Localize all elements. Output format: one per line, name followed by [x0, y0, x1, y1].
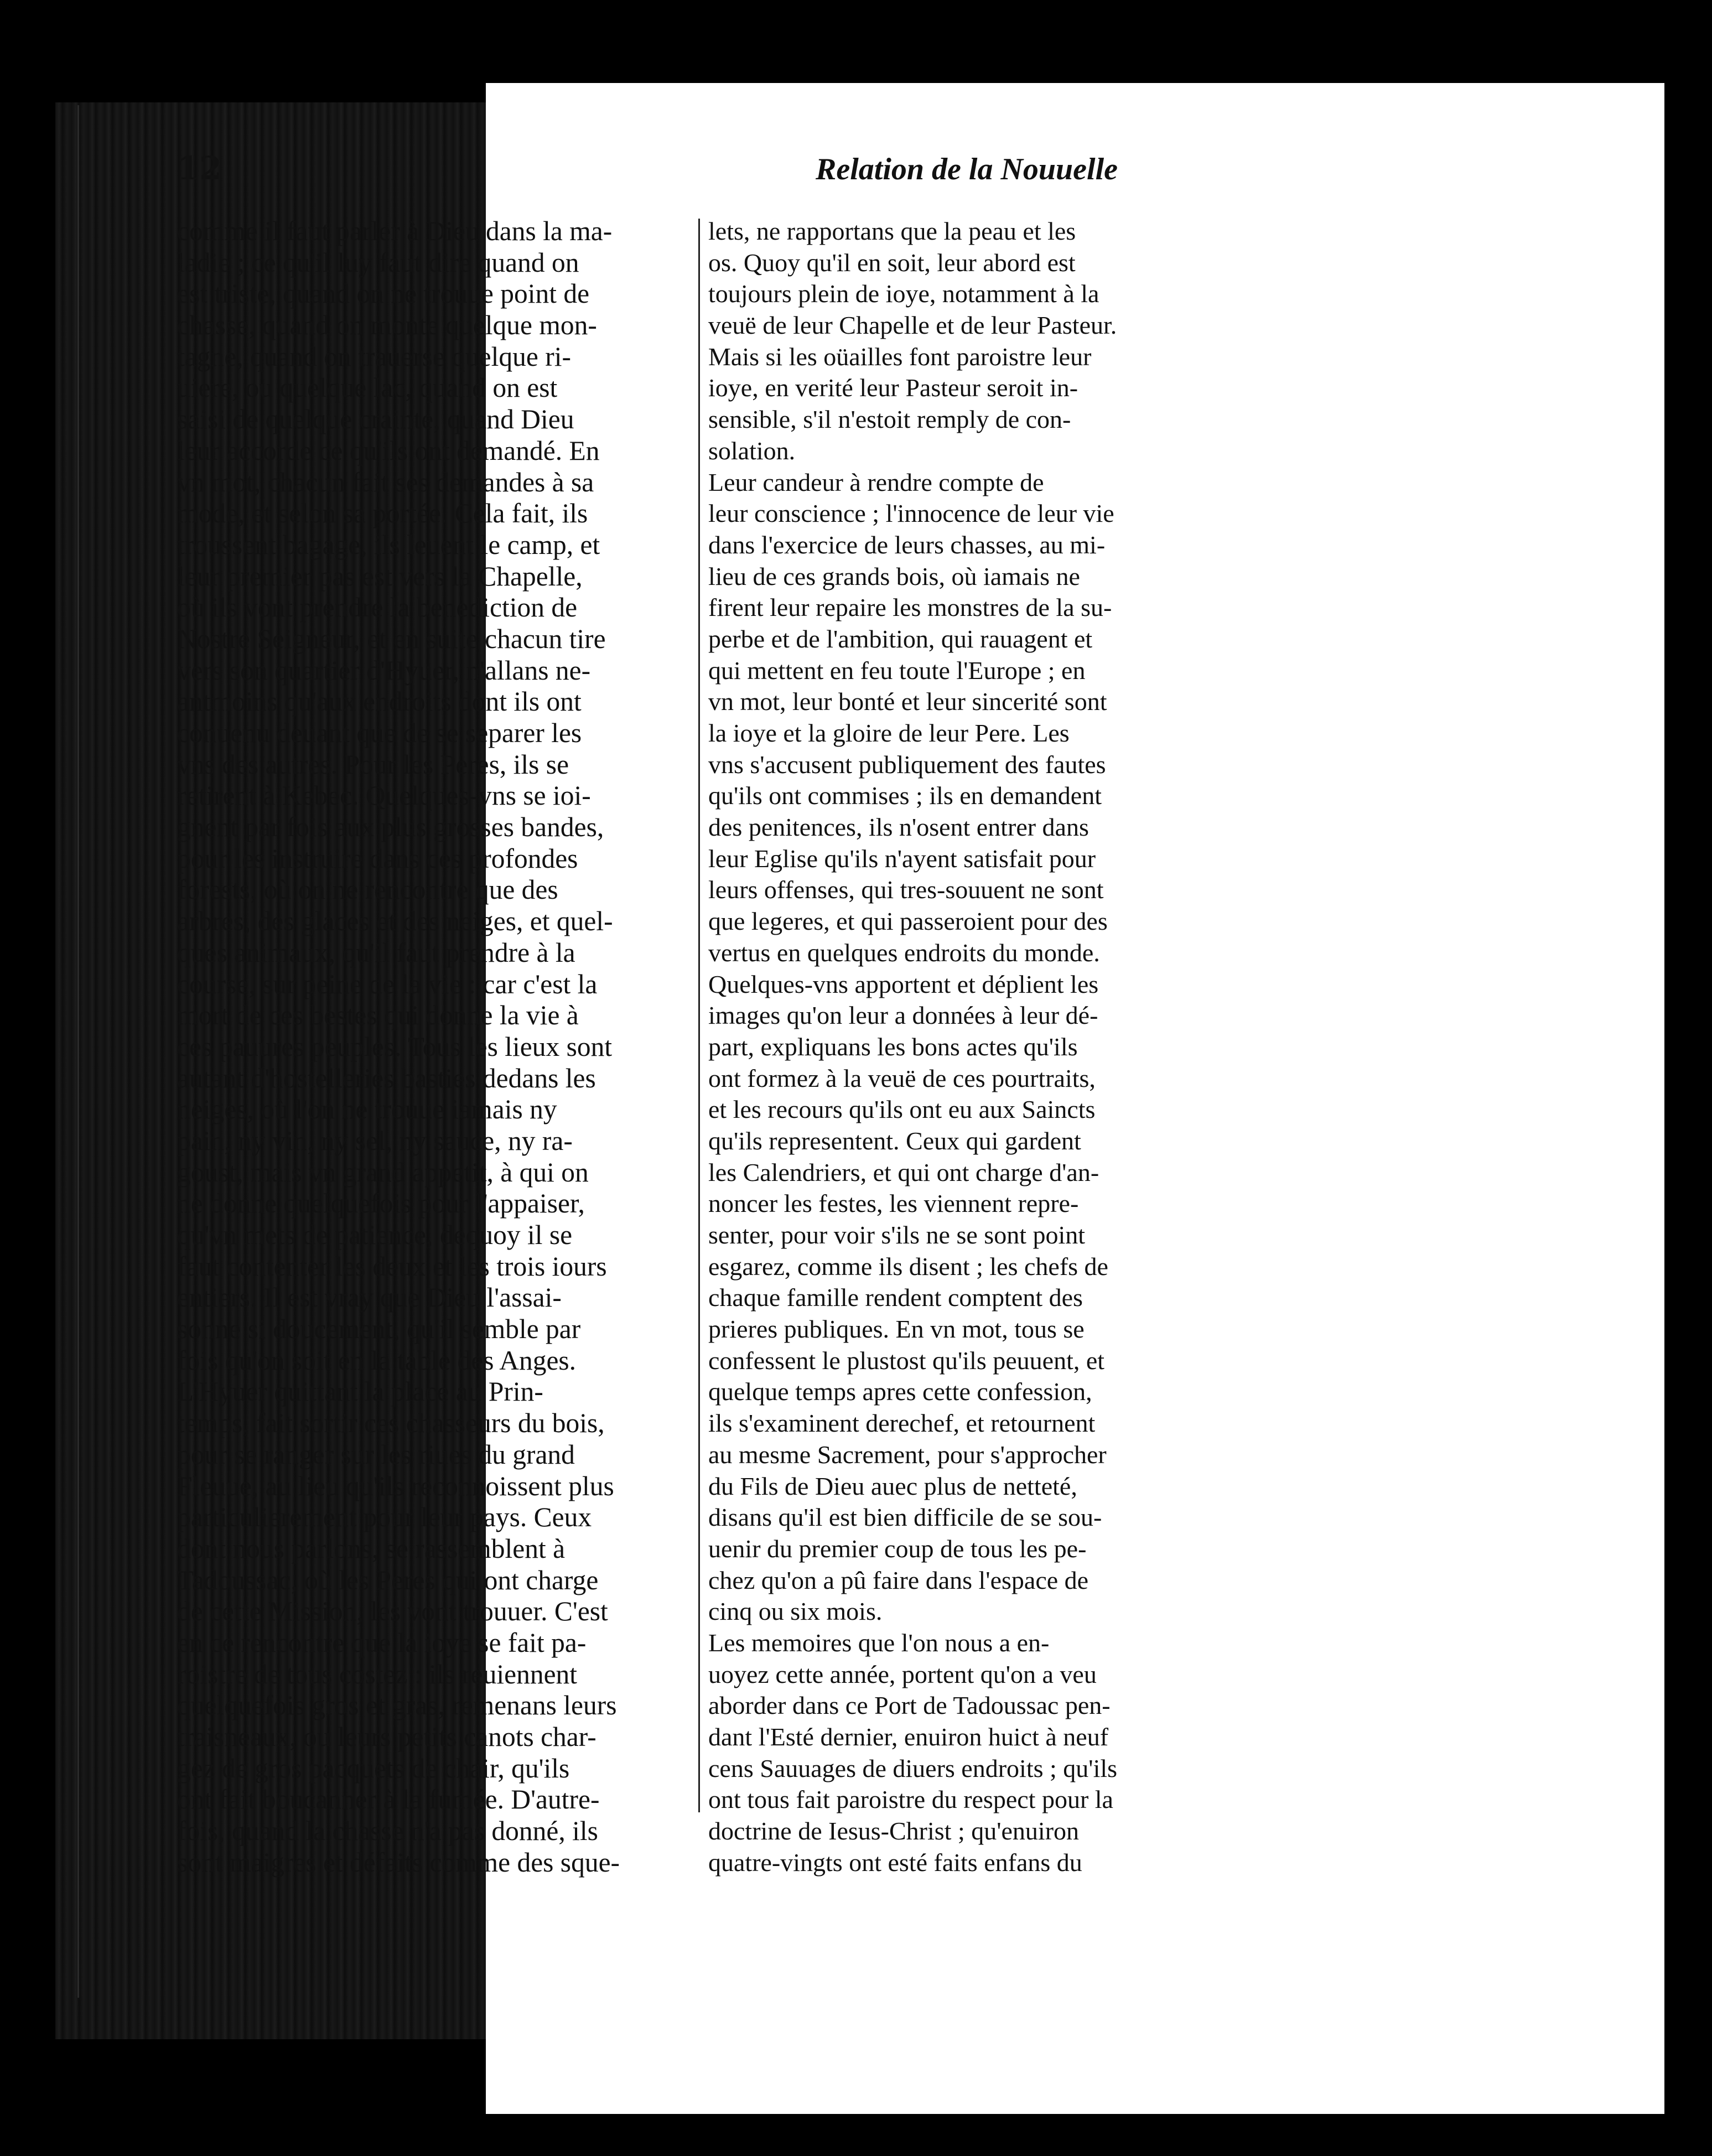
text-line: vn mot, leur bonté et leur sincerité sont — [708, 687, 1107, 716]
text-line: ne donne quelquefois pour l'appaiser, — [177, 1188, 585, 1219]
right-text-column — [708, 216, 1184, 1878]
text-line: L'Hyuer quittant la place au Prin- — [177, 1376, 543, 1407]
running-title: Relation de la Nouuelle — [816, 152, 1118, 186]
text-line: roistre de tous costez : ils reuiennent — [177, 1659, 578, 1689]
text-line: ladie ; ce qu'il luy faut dire quand on — [177, 247, 579, 278]
text-line: fois qu'on soit en la table des Anges. — [177, 1345, 577, 1376]
text-line: ont tous fait paroistre du respect pour la — [708, 1785, 1113, 1814]
text-line: vers son quartier d'Hyuer, n'allans ne- — [177, 655, 591, 686]
text-line: images qu'on leur a données à leur dé- — [708, 1001, 1098, 1030]
text-line: traisneaux, ou leurs petits canots char- — [177, 1722, 596, 1752]
text-line: que legeres, et qui passeroient pour des — [708, 907, 1108, 936]
text-line: comme il faut parler à Dieu dans la ma- — [177, 216, 613, 246]
text-line: part, expliquans les bons actes qu'ils — [708, 1032, 1078, 1061]
text-line: entiers. Il est vray que Dieu l'assai- — [177, 1282, 562, 1313]
column-divider — [698, 219, 700, 1812]
text-line: qu'vn mets de patience, dequoy il se — [177, 1220, 573, 1250]
text-line: saisi de quelque crainte, quand Dieu — [177, 404, 574, 435]
text-line: solation. — [708, 436, 796, 465]
text-line: temps, fait sortir ces chasseurs du bois, — [177, 1408, 605, 1439]
text-line: dans l'exercice de leurs chasses, au mi- — [708, 530, 1106, 559]
text-line: gnent par fois aux plus grosses bandes, — [177, 812, 604, 843]
text-line: sensible, s'il n'estoit remply de con- — [708, 405, 1071, 434]
text-line: la ioye et la gloire de leur Pere. Les — [708, 719, 1070, 747]
text-line: esgarez, comme ils disent ; les chefs de — [708, 1252, 1108, 1281]
text-line: uoyez cette année, portent qu'on a veu — [708, 1660, 1097, 1688]
text-line: particulierement pour leur pays. Ceux — [177, 1502, 592, 1533]
page-header — [177, 149, 1118, 199]
text-line: et les recours qu'ils ont eu aux Saincts — [708, 1095, 1096, 1124]
text-line: en ce rencontre que la ioye se fait pa- — [177, 1627, 587, 1658]
text-line: sonne si doucement, qu'il semble par — [177, 1314, 581, 1345]
text-line: Fleuue, au lieu qu'ils reconnoissent plus — [177, 1470, 614, 1501]
text-line: neiges, où l'on ne trouue iamais ny — [177, 1094, 557, 1125]
text-line: Quelques-vns apportent et déplient les — [708, 970, 1099, 998]
text-line: quelque temps apres cette confession, — [708, 1377, 1092, 1406]
text-line: ioye, en verité leur Pasteur seroit in- — [708, 374, 1078, 402]
text-line: leurs offenses, qui tres-souuent ne sont — [708, 875, 1104, 904]
text-line: de cette Mission, les vont trouuer. C'est — [177, 1596, 608, 1627]
text-line: noncer les festes, les viennent repre- — [708, 1189, 1079, 1218]
text-line: du Fils de Dieu auec plus de netteté, — [708, 1471, 1077, 1500]
text-line: aborder dans ce Port de Tadoussac pen- — [708, 1691, 1111, 1720]
text-line: quatre-vingts ont esté faits enfans du — [708, 1848, 1082, 1877]
text-line: troussent bagage, ils leuent le camp, et — [177, 529, 600, 560]
text-line: pour les instruire dans ces profondes — [177, 843, 578, 874]
text-line: veuë de leur Chapelle et de leur Pasteur. — [708, 311, 1117, 340]
text-line: prieres publiques. En vn mot, tous se — [708, 1315, 1085, 1344]
text-line: leur premier pas est vers la Chapelle, — [177, 561, 583, 592]
text-line: forests, où on ne rencontre que des — [177, 874, 558, 905]
text-line: leur Eglise qu'ils n'ayent satisfait pour — [708, 844, 1096, 873]
text-line: quelquefois gros et gras, remenans leurs — [177, 1690, 617, 1721]
text-line: vns s'accusent publiquement des fautes — [708, 750, 1106, 779]
text-line: os. Quoy qu'il en soit, leur abord est — [708, 248, 1076, 277]
text-line: Tadoussac, où les Peres qui ont charge — [177, 1564, 599, 1595]
text-line: cens Sauuages de diuers endroits ; qu'ils — [708, 1754, 1118, 1782]
text-line: goust, mais vn grand appetit, à qui on — [177, 1157, 589, 1188]
text-line: uenir du premier coup de tous les pe- — [708, 1534, 1087, 1563]
text-line: qui mettent en feu toute l'Europe ; en — [708, 656, 1086, 685]
text-line: ques animaux, qu'il faut prendre à la — [177, 937, 575, 968]
text-line: est triste, quand on ne trouue point de — [177, 278, 590, 309]
text-line: uiere, ou quelque lac, quand on est — [177, 372, 558, 403]
text-line: firent leur repaire les monstres de la su- — [708, 593, 1112, 622]
text-line: vns des autres. Pour les Peres, ils se — [177, 749, 569, 780]
text-line: qu'ils representent. Ceux qui gardent — [708, 1126, 1081, 1155]
page-number: 12 — [177, 149, 222, 187]
text-line: course, sur peine de la vie : car c'est la — [177, 968, 598, 999]
text-line: pain, ny vin, ny sel, ny sauce, ny ra- — [177, 1125, 573, 1156]
text-line: mode, et selon sa portée. Cela fait, ils — [177, 498, 588, 529]
text-line: confessent le plustost qu'ils peuuent, et — [708, 1346, 1105, 1375]
text-line: des penitences, ils n'osent entrer dans — [708, 813, 1089, 842]
text-line: retirent à Kebec. Quelques-vns se ioi- — [177, 780, 591, 811]
text-line: ont fait boucanner à la fumée. D'autre- — [177, 1784, 600, 1815]
text-line: Les memoires que l'on nous a en- — [708, 1628, 1050, 1657]
text-line: pour se ranger sur les riues du grand — [177, 1439, 575, 1470]
text-line: chasse, quand on monte quelque mon- — [177, 310, 597, 341]
left-text-column — [177, 216, 686, 1878]
text-line: arbres, des glaces et des neiges, et quel- — [177, 906, 613, 937]
text-line: Nostre Seigneur, et en suite chacun tire — [177, 623, 606, 654]
text-line: conuenu deuant que de se separer les — [177, 718, 582, 748]
text-line: qu'ils ont commises ; ils en demandent — [708, 781, 1102, 810]
text-line: doctrine de Iesus-Christ ; qu'enuiron — [708, 1817, 1080, 1846]
text-line: dant l'Esté dernier, enuiron huict à neuf — [708, 1723, 1109, 1751]
text-line: Leur candeur à rendre compte de — [708, 468, 1044, 496]
text-line: lieu de ces grands bois, où iamais ne — [708, 562, 1080, 590]
text-line: mort de ces bestes qui donne la vie à — [177, 1000, 579, 1031]
text-line: ils s'examinent derechef, et retournent — [708, 1409, 1096, 1438]
text-line: gez de gros pacquets de chair, qu'ils — [177, 1753, 570, 1784]
text-line: antmoins qu'aux endroits dont ils ont — [177, 686, 582, 717]
text-line: vertus en quelques endroits du monde. — [708, 938, 1100, 967]
text-line: chez qu'on a pû faire dans l'espace de — [708, 1566, 1089, 1594]
text-line: sont maigres et défaits comme des sque- — [177, 1847, 620, 1878]
text-line: au mesme Sacrement, pour s'approcher — [708, 1440, 1107, 1469]
text-line: autant d'hostelleries basties dedans les — [177, 1063, 596, 1093]
text-line: les Calendriers, et qui ont charge d'an- — [708, 1158, 1099, 1186]
text-line: perbe et de l'ambition, qui rauagent et — [708, 624, 1093, 653]
page-edge-shadow — [1664, 83, 1698, 2114]
text-line: ont formez à la veuë de ces pourtraits, — [708, 1064, 1096, 1092]
text-line: où ils vont prendre la benediction de — [177, 592, 578, 623]
text-line: senter, pour voir s'ils ne se sont point — [708, 1221, 1086, 1249]
text-line: fois, quand la chasse n'a pas donné, ils — [177, 1816, 598, 1847]
text-line: toujours plein de ioye, notamment à la — [708, 279, 1099, 308]
text-line: ces pauures peuples. Tous les lieux sont — [177, 1031, 613, 1062]
text-line: leur accorde ce qu'ils ont demandé. En — [177, 435, 600, 466]
text-line: tagne, quand on trauerse quelque ri- — [177, 341, 571, 372]
text-line: cinq ou six mois. — [708, 1597, 883, 1626]
text-line: disans qu'il est bien difficile de se sou- — [708, 1503, 1102, 1532]
text-line: lets, ne rapportans que la peau et les — [708, 217, 1076, 245]
binding-edge — [77, 105, 79, 1998]
text-line: vn mot, chacun fait ses demandes à sa — [177, 467, 594, 497]
text-line: Mais si les oüailles font paroistre leur — [708, 342, 1092, 371]
text-line: leur conscience ; l'innocence de leur vie — [708, 499, 1114, 528]
text-line: dont nous parlons, se rassemblent à — [177, 1533, 566, 1564]
text-line: chaque famille rendent comptent des — [708, 1283, 1083, 1312]
text-line: faut contenter les deux et les trois iours — [177, 1251, 607, 1282]
